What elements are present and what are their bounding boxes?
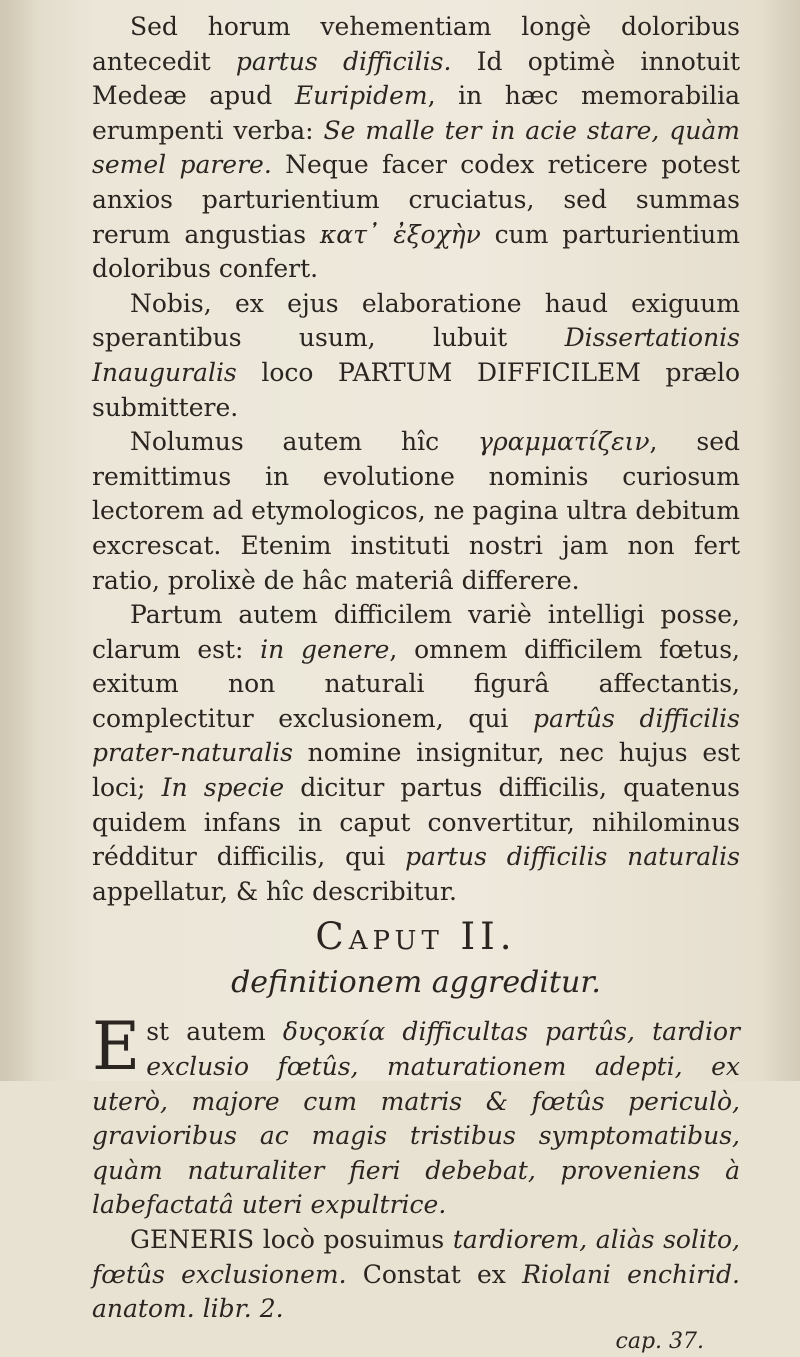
drop-cap: E (92, 1008, 141, 1086)
paragraph-partum-difficilem: Partum autem difficilem variè intelligi posse, clarum est: in genere, omnem difficilem fœtus, exitum non naturali figurâ affectantis, complectitur exclusionem, qui partûs difficilis prater-naturalis nomine insignitur, nec hujus est loci; In specie dicitur partus difficilis, quatenus quidem infans in caput convertitur, nihilominus rédditur difficilis, qui partus difficilis naturalis appellatur, & hîc describitur. (92, 600, 741, 906)
chapter-heading: Caput II. (315, 915, 517, 959)
page-edge-shadow (760, 0, 800, 1081)
catchword: cap. 37. (615, 1328, 704, 1354)
paragraph-etymology: Nolumus autem hîc γραμματίζειν, sed remittimus in evolutione nominis curiosum lectorem ad etymologicos, ne pagina ultra debitum excrescat. Etenim instituti nostri jam non fert ratio, prolixè de hâc materiâ differere. (92, 427, 740, 595)
paragraph-partus-difficilis: Sed horum vehementiam longè doloribus antecedit partus difficilis. Id optimè innotuit Medeæ apud Euripidem, in hæc memorabilia erumpenti verba: Se malle ter in acie stare, quàm semel parere. Neque facer codex reticere potest anxios parturientium cruciatus, sed summas rerum angustias κατ᾿ ἐξοχὴν cum parturientium doloribus confert. (92, 12, 740, 284)
page-gutter-shadow (0, 0, 38, 1081)
chapter-subtitle: definitionem aggreditur. (231, 965, 601, 1001)
paragraph-generis: GENERIS locò posuimus tardiorem, aliàs solito, fœtûs exclusionem. Constat ex Riolani enchirid. anatom. libr. 2. (92, 1225, 740, 1324)
paragraph-dissertation: Nobis, ex ejus elaboratione haud exiguum sperantibus usum, lubuit Dissertationis Inauguralis loco PARTUM DIFFICILEM prælo submittere. (92, 288, 740, 422)
paragraph-definition: Est autem δυςοκία difficultas partûs, tardior exclusio fœtûs, maturationem adepti, ex uterò, majore cum matris & fœtûs periculò, gravioribus ac magis tristibus symptomatibus, quàm naturaliter fieri debebat, proveniens à labefactatâ uteri expultrice. (92, 1008, 740, 1220)
